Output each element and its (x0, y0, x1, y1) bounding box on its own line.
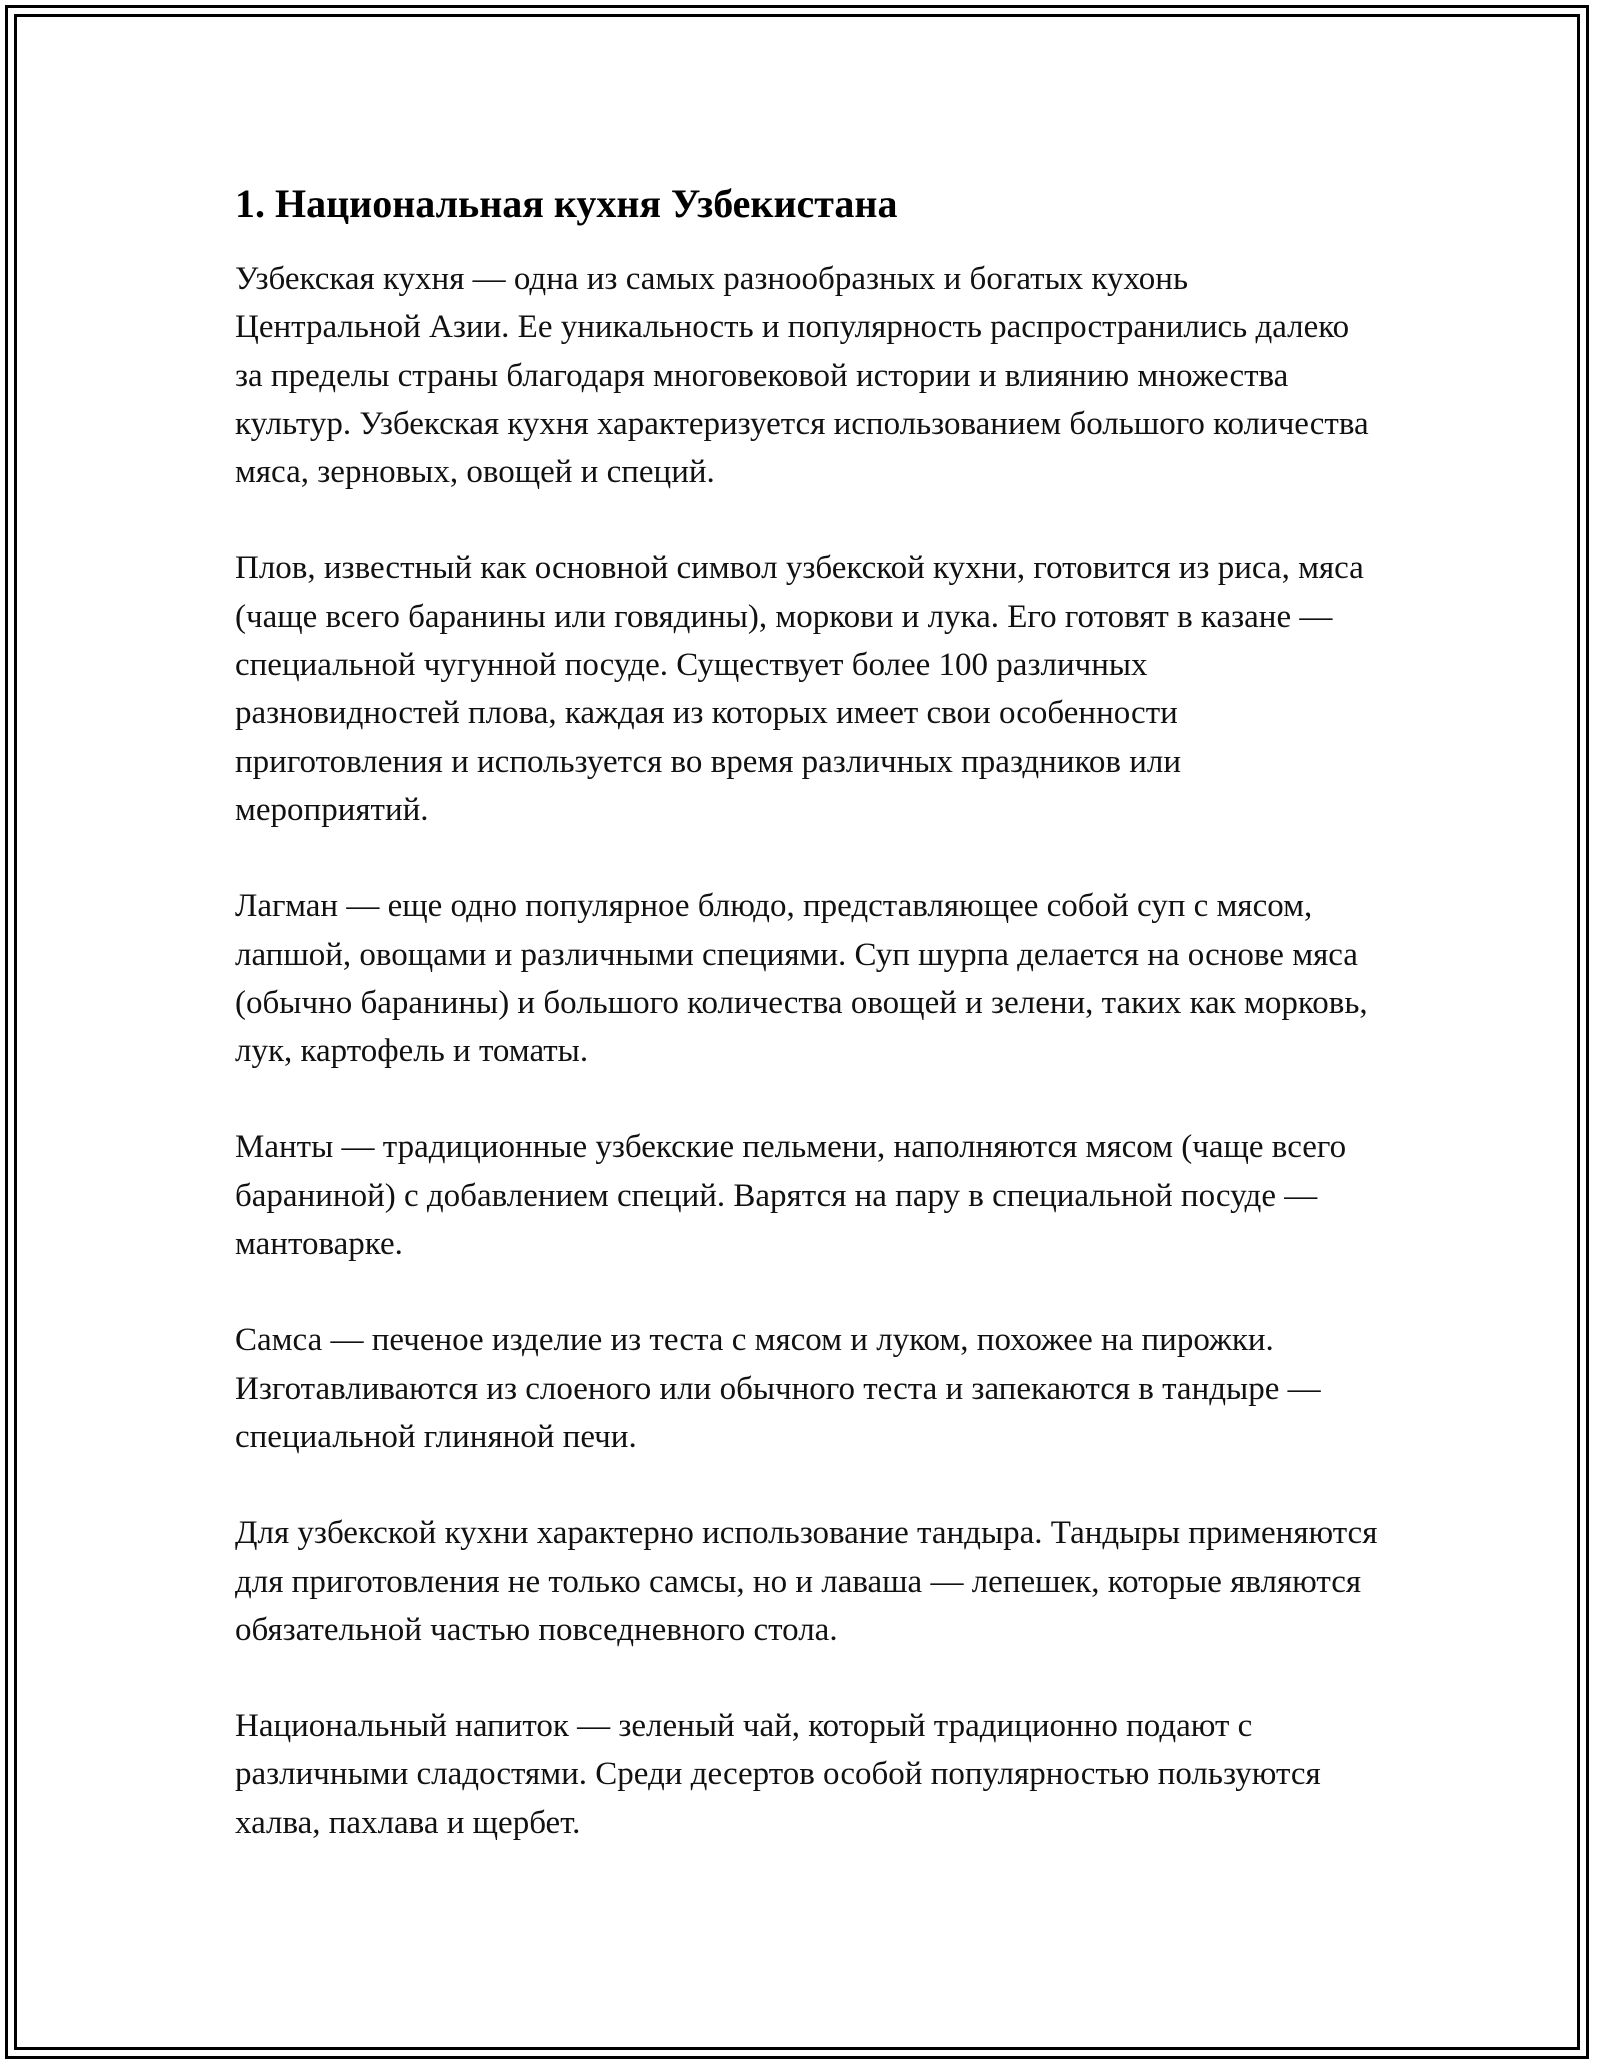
paragraph-intro: Узбекская кухня — одна из самых разнообразных и богатых кухонь Центральной Азии. Ее уникальность и популярность распространились далеко за пределы страны благодаря многовековой истории и влиянию множества культур. Узбекская кухня характеризуется использованием большого количества мяса, зерновых, овощей и специй. (235, 261, 1369, 491)
section-heading: 1. Национальная кухня Узбекистана (235, 181, 898, 226)
paragraph-tea: Национальный напиток — зеленый чай, который традиционно подают с различными сладостями. Среди десертов особой популярностью пользуются халва, пахлава и щербет. (235, 1708, 1321, 1841)
paragraph-tandyr: Для узбекской кухни характерно использование тандыра. Тандыры применяются для приготовления не только самсы, но и лаваша — лепешек, которые являются обязательной частью повседневного стола. (235, 1515, 1378, 1648)
paragraph-plov: Плов, известный как основной символ узбекской кухни, готовится из риса, мяса (чаще всего баранины или говядины), моркови и лука. Его готовят в казане — специальной чугунной посуде. Существует более 100 различных разновидностей плова, каждая из которых имеет свои особенности приготовления и используется во время различных праздников или мероприятий. (235, 550, 1364, 828)
document-body (235, 180, 1380, 1847)
paragraph-lagman: Лагман — еще одно популярное блюдо, представляющее собой суп с мясом, лапшой, овощами и различными специями. Суп шурпа делается на основе мяса (обычно баранины) и большого количества овощей и зелени, таких как морковь, лук, картофель и томаты. (235, 888, 1368, 1070)
paragraph-manty: Манты — традиционные узбекские пельмени, наполняются мясом (чаще всего бараниной) с добавлением специй. Варятся на пару в специальной посуде — мантоварке. (235, 1129, 1347, 1263)
paragraph-samsa: Самса — печеное изделие из теста с мясом и луком, похожее на пирожки. Изготавливаются из слоеного или обычного теста и запекаются в тандыре — специальной глиняной печи. (235, 1322, 1321, 1455)
